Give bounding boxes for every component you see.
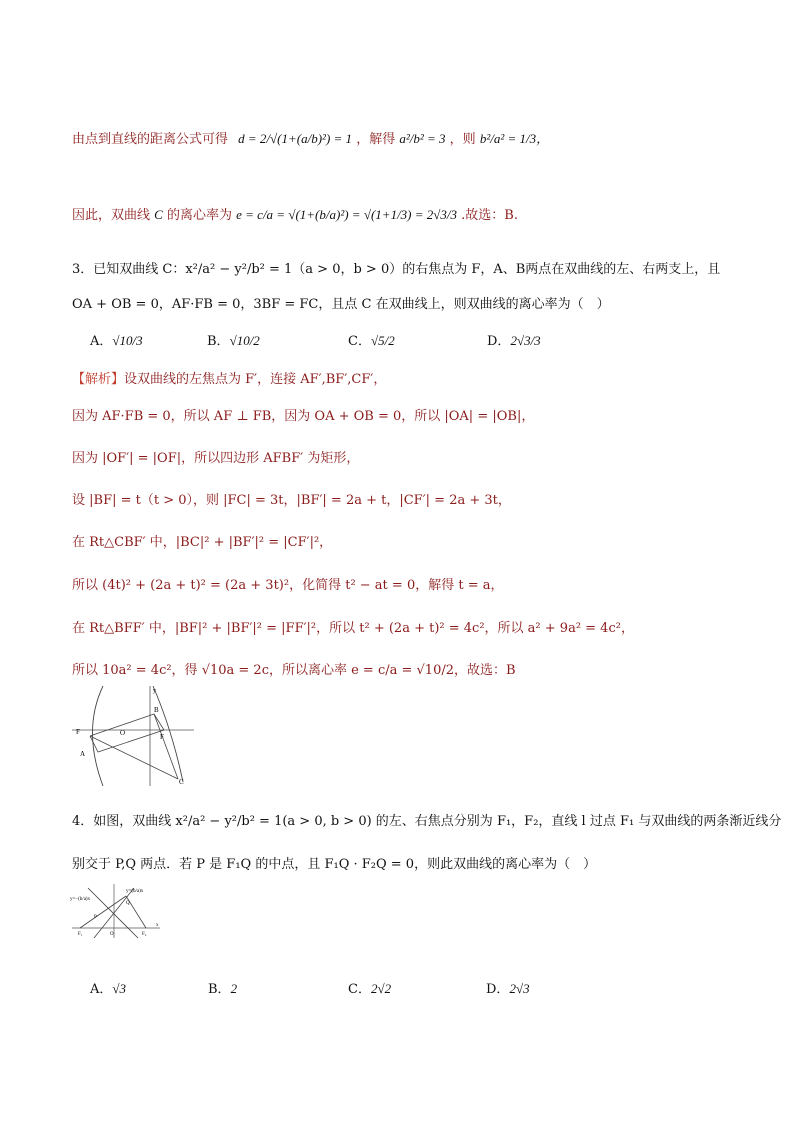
option-value: √10/2 (229, 333, 260, 348)
option-label: B． (208, 982, 231, 997)
label-y: y (153, 688, 156, 694)
option-value: √5/2 (370, 333, 395, 348)
option-value: 2√3/3 (510, 333, 541, 348)
formula-eccentricity: e = c/a = √(1+(b/a)²) = √(1+1/3) = 2√3/3 (236, 207, 458, 222)
option-label: D． (487, 334, 511, 349)
asymptote-figure-q4 (70, 882, 162, 940)
solution-text: 的离心率为 (166, 208, 232, 223)
q3-stem-line1: 3．已知双曲线 C：x²/a² − y²/b² = 1（a > 0，b > 0）的右焦点为 F，A、B两点在双曲线的左、右两支上，且 (72, 262, 721, 277)
q3-stem-line2: OA + OB = 0，AF·FB = 0，3BF = FC，且点 C 在双曲线上，则双曲线的离心率为（ ） (72, 297, 610, 312)
solution-text: ，则 (449, 132, 476, 147)
solution-line-eccentricity (72, 204, 518, 223)
q4-option-c[interactable] (348, 978, 391, 997)
label-f1: F₁ (78, 932, 83, 937)
analysis-tag: 【解析】 (72, 372, 125, 387)
label-asymptote-negative: y=−(b/a)x (70, 897, 91, 902)
q3-analysis-line2: 因为 AF·FB = 0，所以 AF ⊥ FB，因为 OA + OB = 0，所以 |OA| = |OB|， (72, 409, 535, 424)
option-value: 2√2 (370, 981, 392, 996)
q4-option-a[interactable] (90, 978, 126, 997)
option-value: √10/3 (112, 333, 143, 348)
solution-text: ，解得 (356, 132, 396, 147)
solution-text: 因此，双曲线 (72, 208, 151, 223)
label-p: P (94, 915, 97, 920)
q4-option-d[interactable] (486, 978, 530, 997)
q3-analysis-line5: 在 Rt△CBF′ 中，|BC|² + |BF′|² = |CF′|²， (72, 535, 333, 550)
formula-ratio: a²/b² = 3 (399, 131, 446, 146)
q3-option-d[interactable] (487, 330, 541, 349)
solution-line-distance (72, 128, 549, 147)
label-f2: F₂ (142, 932, 147, 937)
label-c: C (179, 778, 184, 786)
option-label: A． (90, 982, 113, 997)
rectangle-afbf (90, 714, 164, 752)
q4-stem-line1: 4．如图，双曲线 x²/a² − y²/b² = 1(a > 0, b > 0) 的左、右焦点分别为 F₁，F₂，直线 l 过点 F₁ 与双曲线的两条渐近线分 (72, 814, 782, 829)
solution-answer: .故选：B. (461, 208, 518, 223)
formula-distance: d = 2/√(1+(a/b)²) = 1 (238, 131, 353, 146)
q4-stem-line2: 别交于 P,Q 两点．若 P 是 F₁Q 的中点，且 F₁Q · F₂Q = 0，则此双曲线的离心率为（ ） (72, 857, 597, 872)
label-b: B (154, 706, 159, 714)
option-value: 2√3 (509, 981, 530, 996)
label-f-prime: F (76, 728, 80, 736)
q4-option-b[interactable] (208, 978, 237, 997)
q3-analysis-line4: 设 |BF| = t（t > 0），则 |FC| = 3t，|BF′| = 2a + t，|CF′| = 2a + 3t， (72, 493, 511, 508)
solution-text: 由点到直线的距离公式可得 (72, 132, 229, 147)
option-label: B． (207, 334, 230, 349)
label-o: O (110, 932, 114, 937)
option-label: C． (348, 982, 371, 997)
label-a: A (80, 750, 86, 758)
asymptote-negative (88, 888, 138, 938)
option-label: A． (90, 334, 113, 349)
label-x: x (156, 923, 159, 928)
curve-name: C (154, 207, 163, 222)
q3-analysis-line7: 在 Rt△BFF′ 中，|BF|² + |BF′|² = |FF′|²，所以 t² + (2a + t)² = 4c²，所以 a² + 9a² = 4c²， (72, 621, 634, 636)
q3-option-b[interactable] (207, 330, 260, 349)
label-o: O (120, 729, 126, 737)
q3-analysis-line8: 所以 10a² = 4c²，得 √10a = 2c，所以离心率 e = c/a = √10/2，故选：B (72, 663, 516, 678)
q3-analysis-line1 (72, 368, 386, 387)
q3-option-c[interactable] (348, 330, 395, 349)
analysis-text: 设双曲线的左焦点为 F′，连接 AF′,BF′,CF′， (124, 372, 387, 387)
q3-option-a[interactable] (90, 330, 143, 349)
option-label: D． (486, 982, 510, 997)
left-branch (93, 686, 104, 786)
hyperbola-figure-q3 (68, 684, 196, 790)
option-value: 2 (230, 981, 238, 996)
option-label: C． (348, 334, 371, 349)
option-value: √3 (112, 981, 127, 996)
right-branch (153, 686, 183, 782)
label-asymptote-positive: y=(b/a)x (126, 889, 144, 894)
formula-ratio-inverse: b²/a² = 1/3， (479, 131, 550, 146)
q3-analysis-line3: 因为 |OF′| = |OF|，所以四边形 AFBF′ 为矩形， (72, 451, 360, 466)
label-f: F (160, 733, 164, 741)
q3-analysis-line6: 所以 (4t)² + (2a + t)² = (2a + 3t)²，化简得 t² − at = 0，解得 t = a， (72, 578, 504, 593)
label-q: Q (126, 901, 130, 906)
